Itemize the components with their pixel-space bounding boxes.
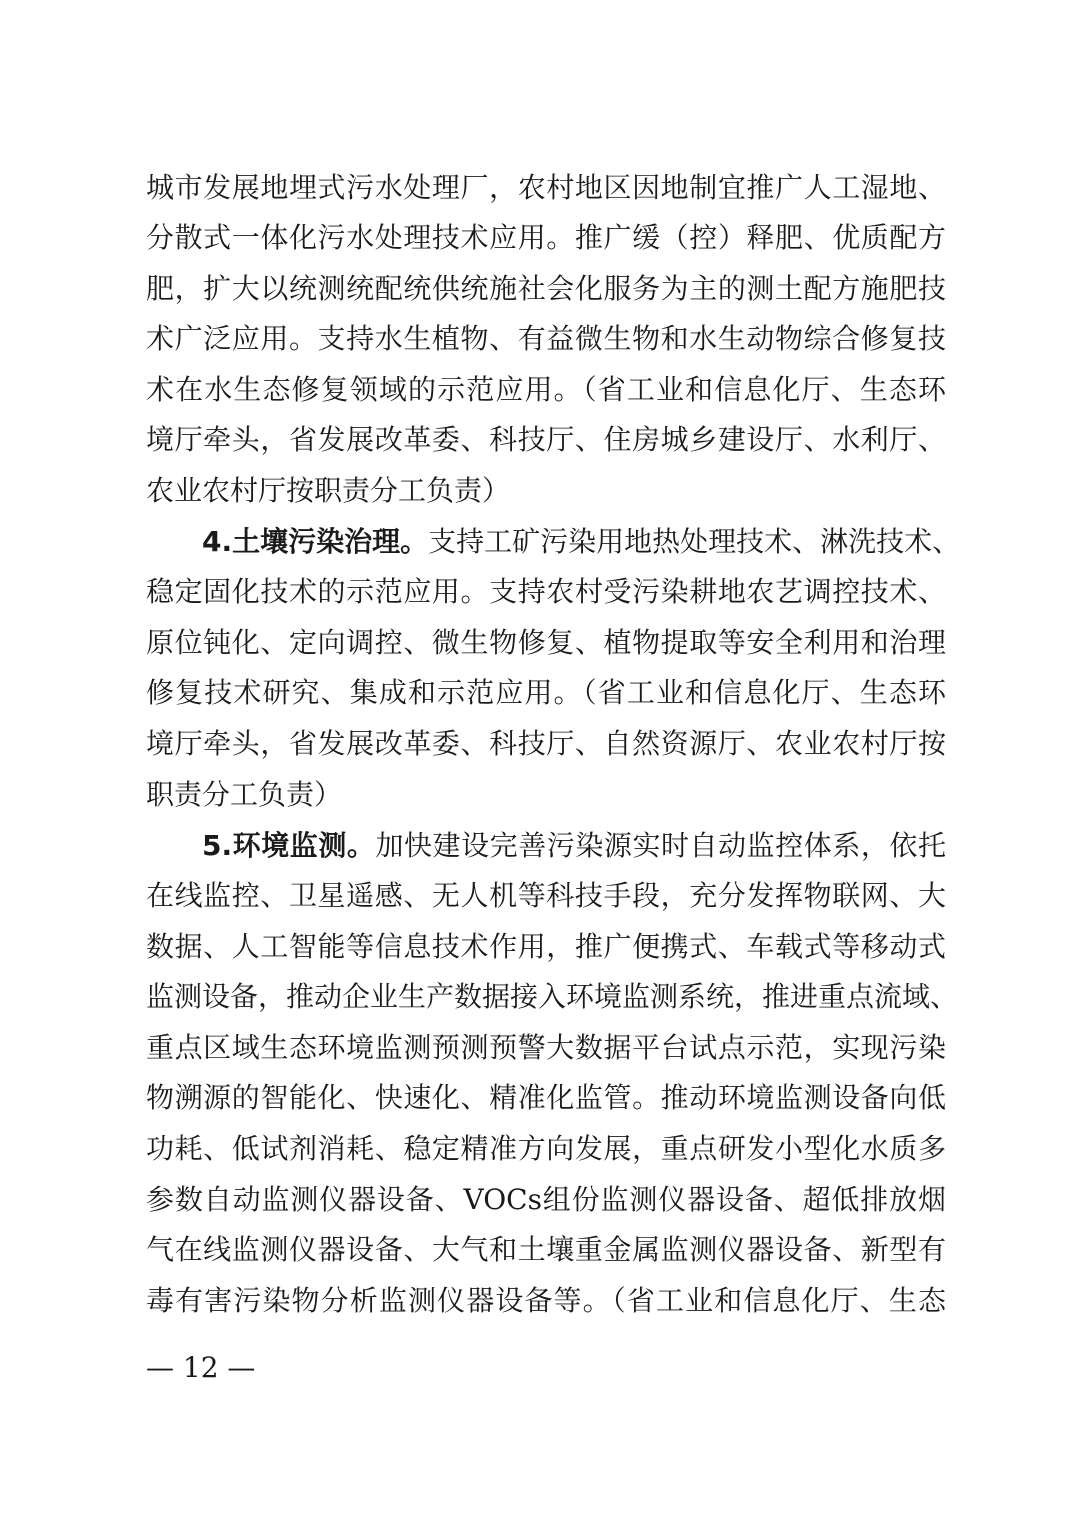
paragraph-line: 术在水生态修复领域的示范应用。（省工业和信息化厅、生态环: [146, 373, 946, 406]
paragraph-line: 气在线监测仪器设备、大气和土壤重金属监测仪器设备、新型有: [146, 1233, 946, 1266]
paragraph-line: 分散式一体化污水处理技术应用。推广缓（控）释肥、优质配方: [146, 221, 946, 254]
section-5-first-line: [202, 826, 946, 866]
paragraph-line: 肥，扩大以统测统配统供统施社会化服务为主的测土配方施肥技: [146, 272, 946, 305]
paragraph-line: 参数自动监测仪器设备、VOCs组份监测仪器设备、超低排放烟: [146, 1183, 946, 1216]
paragraph-line: 职责分工负责）: [146, 778, 343, 811]
paragraph-line: 原位钝化、定向调控、微生物修复、植物提取等安全利用和治理: [146, 626, 946, 659]
section-4-first-line: [202, 522, 961, 562]
section-5-heading: 5.环境监测。: [202, 829, 376, 862]
section-4-first-line-text: 支持工矿污染用地热处理技术、淋洗技术、: [428, 525, 961, 558]
paragraph-line: 在线监控、卫星遥感、无人机等科技手段，充分发挥物联网、大: [146, 879, 946, 912]
paragraph-line: 功耗、低试剂消耗、稳定精准方向发展，重点研发小型化水质多: [146, 1132, 946, 1165]
paragraph-line: 城市发展地埋式污水处理厂，农村地区因地制宜推广人工湿地、: [146, 171, 946, 204]
paragraph-line: 农业农村厅按职责分工负责）: [146, 474, 511, 507]
paragraph-line: 重点区域生态环境监测预测预警大数据平台试点示范，实现污染: [146, 1031, 946, 1064]
section-5-first-line-text: 加快建设完善污染源实时自动监控体系，依托: [375, 829, 946, 862]
paragraph-line: 修复技术研究、集成和示范应用。（省工业和信息化厅、生态环: [146, 676, 946, 709]
paragraph-line: 稳定固化技术的示范应用。支持农村受污染耕地农艺调控技术、: [146, 575, 946, 608]
paragraph-line: 境厅牵头，省发展改革委、科技厅、自然资源厅、农业农村厅按: [146, 727, 946, 760]
section-4-heading: 4.土壤污染治理。: [202, 525, 429, 558]
paragraph-line: 物溯源的智能化、快速化、精准化监管。推动环境监测设备向低: [146, 1081, 946, 1114]
paragraph-line: 境厅牵头，省发展改革委、科技厅、住房城乡建设厅、水利厅、: [146, 423, 946, 456]
paragraph-line: 毒有害污染物分析监测仪器设备等。（省工业和信息化厅、生态: [146, 1284, 946, 1317]
page-number: — 12 —: [146, 1351, 256, 1384]
paragraph-line: 数据、人工智能等信息技术作用，推广便携式、车载式等移动式: [146, 930, 946, 963]
paragraph-line: 术广泛应用。支持水生植物、有益微生物和水生动物综合修复技: [146, 322, 946, 355]
paragraph-line: 监测设备，推动企业生产数据接入环境监测系统，推进重点流域、: [146, 980, 959, 1013]
